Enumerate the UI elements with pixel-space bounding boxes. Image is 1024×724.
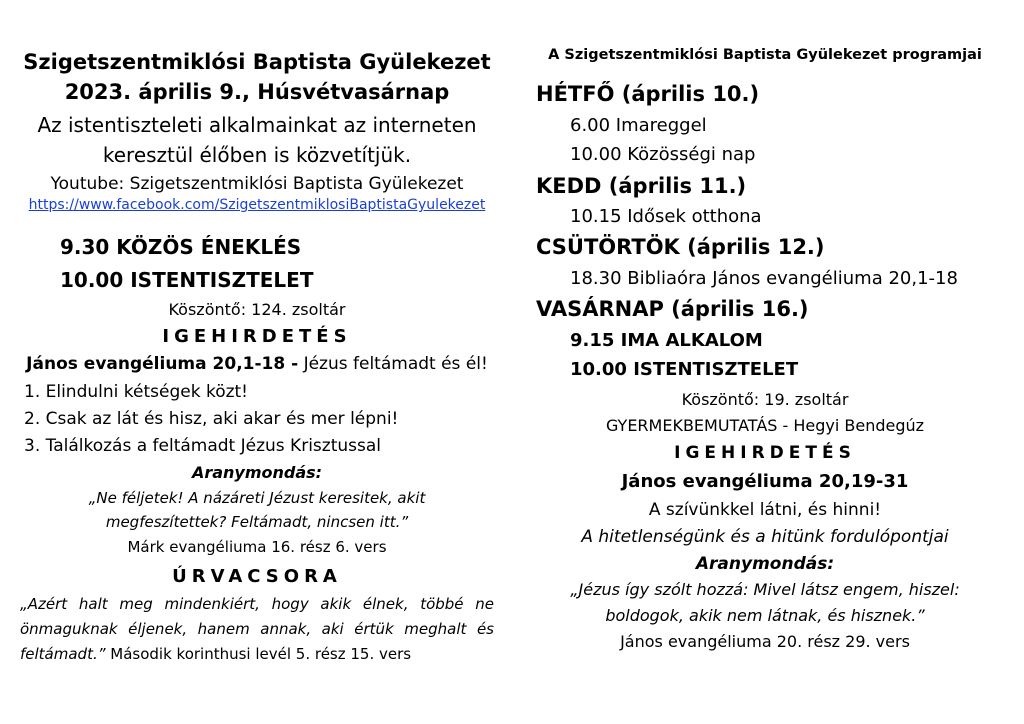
sermon-reference-right: János evangéliuma 20,19-31 bbox=[621, 471, 909, 492]
sermon-heading-right: IGEHIRDETÉS bbox=[674, 443, 856, 463]
golden-verse-reference-right: János evangéliuma 20. rész 29. vers bbox=[620, 632, 910, 651]
sermon-point-1: 1. Elindulni kétségek közt! bbox=[24, 382, 248, 402]
sermon-point-3: 3. Találkozás a feltámadt Jézus Krisztussal bbox=[24, 436, 381, 456]
schedule-singing: 9.30 KÖZÖS ÉNEKLÉS bbox=[60, 235, 302, 259]
communion-heading: ÚRVACSORA bbox=[172, 566, 342, 587]
monday-item-1: 6.00 Imareggel bbox=[570, 115, 707, 136]
sermon-line bbox=[20, 356, 494, 373]
golden-verse-line-1-right: „Jézus így szólt hozzá: Mivel látsz engem, hiszel: bbox=[570, 580, 960, 599]
monday-item-2: 10.00 Közösségi nap bbox=[570, 144, 756, 165]
monday-heading: HÉTFŐ (április 10.) bbox=[536, 82, 760, 106]
church-title: Szigetszentmiklósi Baptista Gyülekezet bbox=[23, 50, 491, 74]
communion-verse-line-2: önmaguknak éljenek, hanem annak, aki értük meghalt és bbox=[20, 620, 494, 638]
sunday-item-1: 9.15 IMA ALKALOM bbox=[570, 330, 763, 351]
thursday-heading: CSÜTÖRTÖK (április 12.) bbox=[536, 235, 825, 259]
communion-verse-line-1: „Azért halt meg mindenkiért, hogy akik élnek, többé ne bbox=[20, 595, 494, 613]
thursday-item-1: 18.30 Bibliaóra János evangéliuma 20,1-18 bbox=[570, 268, 958, 289]
golden-verse-line-2-right: boldogok, akik nem látnak, és hisznek.” bbox=[605, 606, 925, 625]
youtube-channel: Youtube: Szigetszentmiklósi Baptista Gyülekezet bbox=[50, 174, 464, 194]
tuesday-item-1: 10.15 Idősek otthona bbox=[570, 206, 762, 227]
intro-line-2: keresztül élőben is közvetítjük. bbox=[102, 143, 412, 167]
sermon-heading: IGEHIRDETÉS bbox=[162, 326, 352, 347]
children-presentation: GYERMEKBEMUTATÁS - Hegyi Bendegúz bbox=[605, 416, 925, 435]
service-date: 2023. április 9., Húsvétvasárnap bbox=[64, 80, 450, 104]
schedule-service: 10.00 ISTENTISZTELET bbox=[60, 268, 314, 292]
programs-title: A Szigetszentmiklósi Baptista Gyülekezet programjai bbox=[548, 47, 982, 63]
greeting-psalm: Köszöntő: 124. zsoltár bbox=[168, 300, 346, 319]
facebook-link[interactable]: https://www.facebook.com/SzigetszentmiklosiBaptistaGyulekezet bbox=[28, 197, 486, 213]
sermon-title: Jézus feltámadt és él! bbox=[298, 354, 488, 374]
golden-verse-line-1: „Ne féljetek! A názáreti Jézust keresitek, akit bbox=[88, 489, 426, 507]
facebook-link-row bbox=[20, 196, 494, 212]
golden-verse-label: Aranymondás: bbox=[191, 463, 323, 482]
tuesday-heading: KEDD (április 11.) bbox=[536, 174, 747, 198]
communion-verse-line-3 bbox=[20, 647, 411, 662]
sermon-line-1-right: A szívünkkel látni, és hinni! bbox=[648, 500, 882, 520]
intro-line-1: Az istentiszteleti alkalmainkat az interneten bbox=[37, 113, 477, 137]
golden-verse-label-right: Aranymondás: bbox=[695, 554, 835, 574]
sermon-reference: János evangéliuma 20,1-18 - bbox=[26, 354, 299, 374]
communion-verse-reference: Második korinthusi levél 5. rész 15. vers bbox=[105, 645, 412, 663]
sermon-point-2: 2. Csak az lát és hisz, aki akar és mer lépni! bbox=[24, 409, 399, 429]
sunday-item-2: 10.00 ISTENTISZTELET bbox=[570, 359, 799, 380]
golden-verse-line-2: megfeszítettek? Feltámadt, nincsen itt.” bbox=[105, 513, 409, 531]
communion-verse-end: feltámadt.” bbox=[20, 645, 106, 663]
sermon-line-2-right: A hitetlenségünk és a hitünk fordulópontjai bbox=[581, 527, 949, 547]
sunday-heading: VASÁRNAP (április 16.) bbox=[536, 297, 809, 321]
greeting-psalm-right: Köszöntő: 19. zsoltár bbox=[681, 390, 849, 409]
golden-verse-reference: Márk evangéliuma 16. rész 6. vers bbox=[127, 538, 387, 556]
